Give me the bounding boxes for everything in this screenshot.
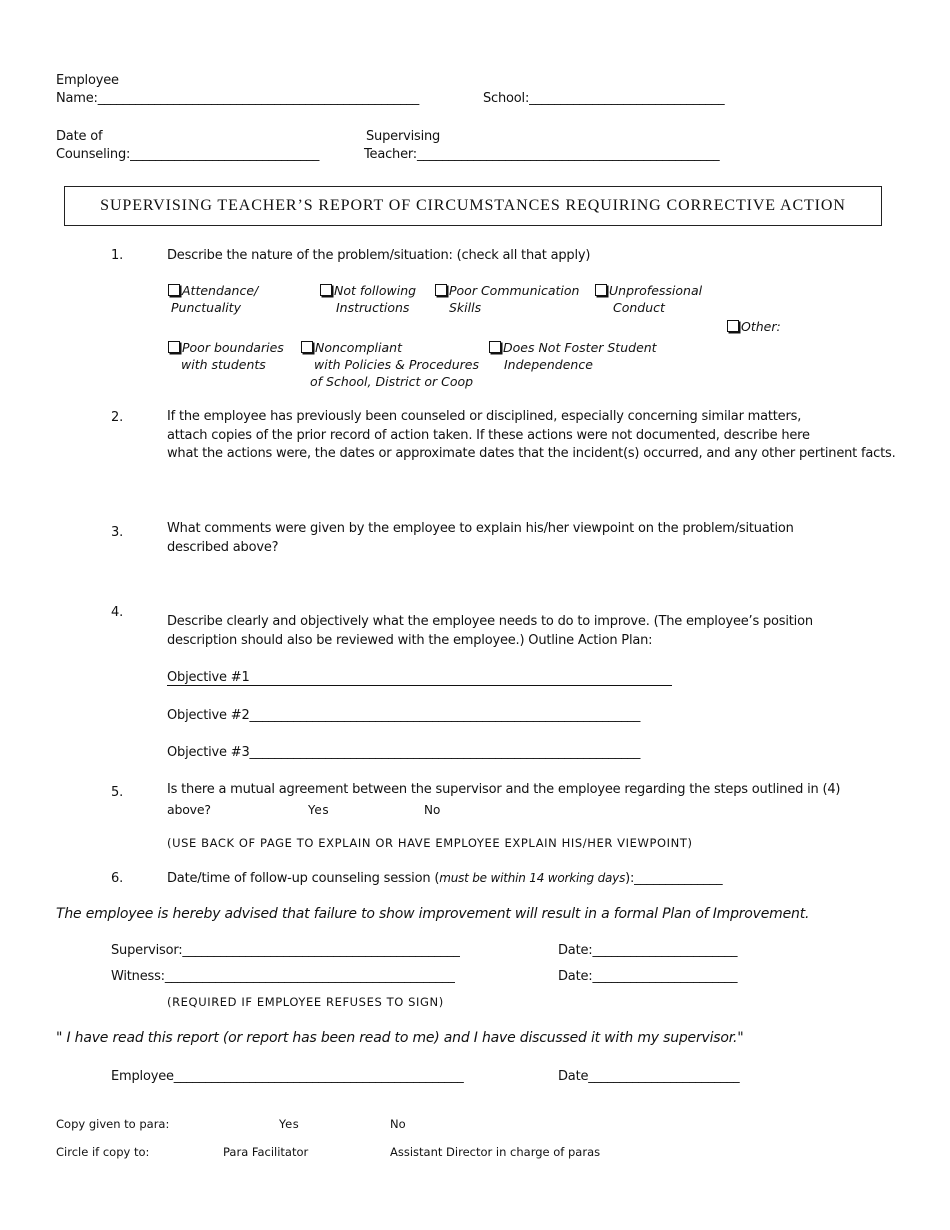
employee-date-field[interactable]: Date________________________ (558, 1069, 740, 1084)
checkbox-icon[interactable] (301, 341, 313, 353)
q2-number: 2. (111, 410, 124, 425)
employee-name-field[interactable]: Name:___________________________________________________ (56, 91, 420, 106)
q1-number: 1. (111, 248, 124, 263)
witness-date-field[interactable]: Date:_______________________ (558, 969, 738, 984)
copy-given-label: Copy given to para: (56, 1117, 170, 1131)
q5-yes-option[interactable]: Yes (308, 803, 330, 817)
supervising-label: Supervising (366, 129, 441, 144)
q6-number: 6. (111, 871, 124, 886)
q2-text: If the employee has previously been counseled or disciplined, especially concerning similar matters, attach copies of the prior record of action taken. If these actions were not documented, describe here what the actions were, the dates or approximate dates that the incident(s) occurred, and any other pertinent facts. (167, 409, 896, 461)
q5-note: (USE BACK OF PAGE TO EXPLAIN OR HAVE EMPLOYEE EXPLAIN HIS/HER VIEWPOINT) (167, 836, 693, 850)
copy-given-no-option[interactable]: No (390, 1117, 406, 1131)
para-facilitator-option[interactable]: Para Facilitator (223, 1145, 309, 1159)
checkbox-icon[interactable] (320, 284, 332, 296)
q4-number: 4. (111, 605, 124, 620)
circle-copy-label: Circle if copy to: (56, 1145, 150, 1159)
option-poor-boundaries[interactable]: Poor boundaries with students (168, 339, 284, 373)
checkbox-icon[interactable] (168, 284, 180, 296)
date-of-label: Date of (56, 129, 103, 144)
report-title: SUPERVISING TEACHER’S REPORT OF CIRCUMSTANCES REQUIRING CORRECTIVE ACTION (100, 197, 846, 214)
option-poor-communication[interactable]: Poor Communication Skills (435, 282, 579, 316)
counseling-date-field[interactable]: Counseling:______________________________ (56, 147, 320, 162)
employee-signature-field[interactable]: Employee______________________________________________ (111, 1069, 464, 1084)
q3-text: What comments were given by the employee to explain his/her viewpoint on the problem/situation described above? (167, 521, 794, 555)
checkbox-icon[interactable] (727, 320, 739, 332)
option-does-not-foster-independence[interactable]: Does Not Foster Student Independence (489, 339, 657, 373)
objective-1-label: Objective #1 (167, 670, 250, 685)
assistant-director-option[interactable]: Assistant Director in charge of paras (390, 1145, 601, 1159)
supervisor-date-field[interactable]: Date:_______________________ (558, 943, 738, 958)
objective-2-field[interactable]: Objective #2______________________________________________________________ (167, 708, 641, 723)
acknowledgement-statement: " I have read this report (or report has been read to me) and I have discussed it with my supervisor." (56, 1030, 744, 1046)
witness-required-note: (REQUIRED IF EMPLOYEE REFUSES TO SIGN) (167, 995, 444, 1009)
employee-label: Employee (56, 73, 119, 88)
q6-followup-field[interactable]: Date/time of follow-up counseling session (must be within 14 working days):______________ (167, 871, 723, 886)
q5-number: 5. (111, 785, 124, 800)
option-attendance[interactable]: Attendance/ Punctuality (168, 282, 258, 316)
advisory-statement: The employee is hereby advised that failure to show improvement will result in a formal Plan of Improvement. (56, 906, 810, 922)
q5-text-line2: above? (167, 802, 211, 817)
school-field[interactable]: School:_______________________________ (483, 91, 725, 106)
objective-1-field[interactable] (167, 685, 672, 686)
option-other[interactable]: Other: (727, 318, 781, 335)
option-unprofessional-conduct[interactable]: Unprofessional Conduct (595, 282, 702, 316)
checkbox-icon[interactable] (489, 341, 501, 353)
option-noncompliant[interactable]: Noncompliant with Policies & Procedures of School, District or Coop (301, 339, 479, 390)
witness-signature-field[interactable]: Witness:______________________________________________ (111, 969, 455, 984)
checkbox-icon[interactable] (168, 341, 180, 353)
q4-text: Describe clearly and objectively what the employee needs to do to improve. (The employee’s position description should also be reviewed with the employee.) Outline Action Plan: (167, 614, 813, 648)
supervisor-signature-field[interactable]: Supervisor:____________________________________________ (111, 943, 460, 958)
q5-text-line1: Is there a mutual agreement between the supervisor and the employee regarding the steps outlined in (4) (167, 782, 841, 797)
q5-no-option[interactable]: No (424, 803, 441, 817)
q1-text: Describe the nature of the problem/situation: (check all that apply) (167, 248, 591, 263)
checkbox-icon[interactable] (435, 284, 447, 296)
supervising-teacher-field[interactable]: Teacher:________________________________________________ (364, 147, 720, 162)
copy-given-yes-option[interactable]: Yes (279, 1117, 300, 1131)
report-title-box (64, 186, 882, 226)
q3-number: 3. (111, 525, 124, 540)
option-not-following-instructions[interactable]: Not following Instructions (320, 282, 416, 316)
objective-3-field[interactable]: Objective #3______________________________________________________________ (167, 745, 641, 760)
checkbox-icon[interactable] (595, 284, 607, 296)
